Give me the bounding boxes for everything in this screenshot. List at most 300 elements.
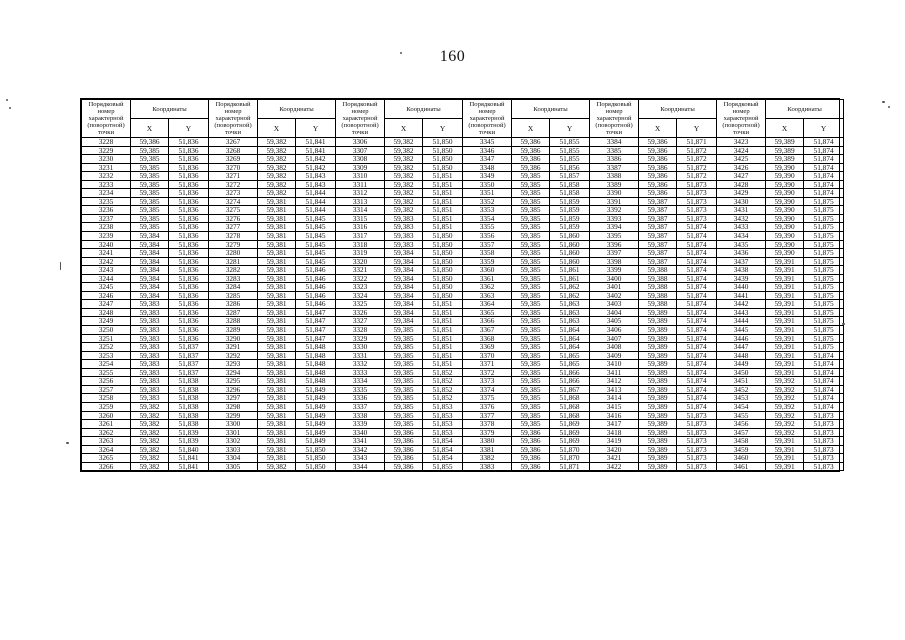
- x-cell: 59,381: [258, 197, 296, 206]
- table-row: [82, 360, 844, 369]
- x-cell: 59,388: [639, 291, 677, 300]
- point-number-cell: 3409: [590, 351, 639, 360]
- x-cell: 59,389: [766, 155, 804, 164]
- point-number-cell: 3261: [82, 420, 131, 429]
- header-coordinates: Координаты: [512, 100, 590, 119]
- point-number-cell: 3257: [82, 385, 131, 394]
- y-cell: 51,874: [677, 291, 717, 300]
- y-cell: 51,851: [423, 223, 463, 232]
- y-cell: 51,850: [423, 291, 463, 300]
- y-cell: 51,869: [550, 437, 590, 446]
- y-cell: 51,839: [169, 437, 209, 446]
- x-cell: 59,381: [258, 394, 296, 403]
- y-cell: 51,874: [677, 326, 717, 335]
- y-cell: 51,850: [423, 274, 463, 283]
- x-cell: 59,385: [512, 394, 550, 403]
- y-cell: 51,868: [550, 402, 590, 411]
- y-cell: 51,845: [296, 214, 336, 223]
- y-cell: 51,875: [804, 274, 844, 283]
- y-cell: 51,836: [169, 257, 209, 266]
- y-cell: 51,860: [550, 249, 590, 258]
- point-number-cell: 3291: [209, 343, 258, 352]
- y-cell: 51,841: [169, 454, 209, 463]
- point-number-cell: 3312: [336, 189, 385, 198]
- y-cell: 51,843: [296, 180, 336, 189]
- y-cell: 51,850: [423, 138, 463, 147]
- y-cell: 51,846: [296, 274, 336, 283]
- point-number-cell: 3365: [463, 308, 512, 317]
- point-number-cell: 3396: [590, 240, 639, 249]
- table-row: [82, 377, 844, 386]
- point-number-cell: 3459: [717, 445, 766, 454]
- table-row: [82, 343, 844, 352]
- y-cell: 51,838: [169, 385, 209, 394]
- x-cell: 59,390: [766, 206, 804, 215]
- y-cell: 51,874: [677, 317, 717, 326]
- point-number-cell: 3282: [209, 266, 258, 275]
- point-number-cell: 3349: [463, 172, 512, 181]
- point-number-cell: 3297: [209, 394, 258, 403]
- table-row: [82, 180, 844, 189]
- y-cell: 51,869: [550, 420, 590, 429]
- page-number: 160: [439, 48, 466, 65]
- point-number-cell: 3252: [82, 343, 131, 352]
- point-number-cell: 3413: [590, 385, 639, 394]
- y-cell: 51,836: [169, 163, 209, 172]
- x-cell: 59,392: [766, 428, 804, 437]
- y-cell: 51,874: [677, 223, 717, 232]
- header-point-number: Порядковый номер характерной (поворотной) точки: [717, 100, 766, 138]
- point-number-cell: 3334: [336, 377, 385, 386]
- x-cell: 59,391: [766, 334, 804, 343]
- x-cell: 59,386: [385, 428, 423, 437]
- table-row: [82, 223, 844, 232]
- x-cell: 59,382: [131, 420, 169, 429]
- y-cell: 51,874: [677, 343, 717, 352]
- y-cell: 51,874: [677, 351, 717, 360]
- x-cell: 59,389: [639, 445, 677, 454]
- y-cell: 51,875: [804, 343, 844, 352]
- y-cell: 51,846: [296, 266, 336, 275]
- y-cell: 51,849: [296, 420, 336, 429]
- point-number-cell: 3390: [590, 189, 639, 198]
- y-cell: 51,874: [677, 257, 717, 266]
- point-number-cell: 3357: [463, 240, 512, 249]
- point-number-cell: 3299: [209, 411, 258, 420]
- y-cell: 51,871: [677, 138, 717, 147]
- y-cell: 51,873: [804, 420, 844, 429]
- x-cell: 59,384: [131, 249, 169, 258]
- y-cell: 51,849: [296, 394, 336, 403]
- point-number-cell: 3405: [590, 317, 639, 326]
- point-number-cell: 3237: [82, 214, 131, 223]
- x-cell: 59,384: [131, 274, 169, 283]
- x-cell: 59,391: [766, 317, 804, 326]
- x-cell: 59,383: [385, 214, 423, 223]
- point-number-cell: 3410: [590, 360, 639, 369]
- point-number-cell: 3381: [463, 445, 512, 454]
- point-number-cell: 3369: [463, 343, 512, 352]
- header-coordinates: Координаты: [766, 100, 844, 119]
- x-cell: 59,381: [258, 445, 296, 454]
- point-number-cell: 3397: [590, 249, 639, 258]
- x-cell: 59,391: [766, 437, 804, 446]
- y-cell: 51,845: [296, 240, 336, 249]
- y-cell: 51,875: [804, 249, 844, 258]
- x-cell: 59,386: [639, 189, 677, 198]
- point-number-cell: 3317: [336, 232, 385, 241]
- point-number-cell: 3362: [463, 283, 512, 292]
- x-cell: 59,381: [258, 291, 296, 300]
- point-number-cell: 3329: [336, 334, 385, 343]
- point-number-cell: 3330: [336, 343, 385, 352]
- x-cell: 59,385: [385, 402, 423, 411]
- table-body: [82, 138, 844, 471]
- x-cell: 59,381: [258, 385, 296, 394]
- y-cell: 51,836: [169, 172, 209, 181]
- x-cell: 59,387: [639, 257, 677, 266]
- point-number-cell: 3414: [590, 394, 639, 403]
- x-cell: 59,391: [766, 283, 804, 292]
- y-cell: 51,855: [550, 155, 590, 164]
- x-cell: 59,390: [766, 172, 804, 181]
- y-cell: 51,836: [169, 308, 209, 317]
- point-number-cell: 3283: [209, 274, 258, 283]
- header-x: X: [766, 119, 804, 138]
- point-number-cell: 3354: [463, 214, 512, 223]
- point-number-cell: 3286: [209, 300, 258, 309]
- y-cell: 51,874: [804, 351, 844, 360]
- point-number-cell: 3352: [463, 197, 512, 206]
- point-number-cell: 3235: [82, 197, 131, 206]
- y-cell: 51,854: [423, 437, 463, 446]
- point-number-cell: 3308: [336, 155, 385, 164]
- point-number-cell: 3427: [717, 172, 766, 181]
- point-number-cell: 3245: [82, 283, 131, 292]
- y-cell: 51,845: [296, 223, 336, 232]
- x-cell: 59,391: [766, 445, 804, 454]
- coordinates-table-frame: [80, 98, 840, 472]
- point-number-cell: 3382: [463, 454, 512, 463]
- y-cell: 51,849: [296, 437, 336, 446]
- x-cell: 59,390: [766, 163, 804, 172]
- y-cell: 51,848: [296, 377, 336, 386]
- y-cell: 51,873: [677, 189, 717, 198]
- x-cell: 59,391: [766, 291, 804, 300]
- point-number-cell: 3338: [336, 411, 385, 420]
- point-number-cell: 3358: [463, 249, 512, 258]
- point-number-cell: 3452: [717, 385, 766, 394]
- x-cell: 59,382: [385, 138, 423, 147]
- x-cell: 59,386: [639, 138, 677, 147]
- point-number-cell: 3347: [463, 155, 512, 164]
- table-row: [82, 232, 844, 241]
- y-cell: 51,836: [169, 274, 209, 283]
- x-cell: 59,386: [385, 454, 423, 463]
- point-number-cell: 3296: [209, 385, 258, 394]
- x-cell: 59,382: [385, 206, 423, 215]
- point-number-cell: 3232: [82, 172, 131, 181]
- point-number-cell: 3326: [336, 308, 385, 317]
- y-cell: 51,851: [423, 308, 463, 317]
- y-cell: 51,847: [296, 326, 336, 335]
- y-cell: 51,855: [550, 138, 590, 147]
- y-cell: 51,851: [423, 197, 463, 206]
- x-cell: 59,385: [512, 240, 550, 249]
- y-cell: 51,873: [804, 437, 844, 446]
- x-cell: 59,387: [639, 232, 677, 241]
- point-number-cell: 3383: [463, 462, 512, 471]
- x-cell: 59,381: [258, 351, 296, 360]
- x-cell: 59,381: [258, 411, 296, 420]
- point-number-cell: 3310: [336, 172, 385, 181]
- x-cell: 59,385: [385, 360, 423, 369]
- x-cell: 59,385: [385, 385, 423, 394]
- y-cell: 51,873: [677, 428, 717, 437]
- point-number-cell: 3372: [463, 368, 512, 377]
- x-cell: 59,385: [131, 172, 169, 181]
- point-number-cell: 3311: [336, 180, 385, 189]
- point-number-cell: 3432: [717, 214, 766, 223]
- table-row: [82, 266, 844, 275]
- point-number-cell: 3255: [82, 368, 131, 377]
- x-cell: 59,382: [131, 437, 169, 446]
- point-number-cell: 3428: [717, 180, 766, 189]
- scan-speck: [60, 262, 61, 270]
- x-cell: 59,382: [131, 445, 169, 454]
- point-number-cell: 3280: [209, 249, 258, 258]
- x-cell: 59,391: [766, 274, 804, 283]
- point-number-cell: 3249: [82, 317, 131, 326]
- table-row: [82, 197, 844, 206]
- point-number-cell: 3418: [590, 428, 639, 437]
- header-coordinates: Координаты: [258, 100, 336, 119]
- point-number-cell: 3324: [336, 291, 385, 300]
- y-cell: 51,852: [423, 385, 463, 394]
- y-cell: 51,845: [296, 257, 336, 266]
- y-cell: 51,851: [423, 180, 463, 189]
- y-cell: 51,850: [423, 249, 463, 258]
- y-cell: 51,841: [296, 138, 336, 147]
- point-number-cell: 3391: [590, 197, 639, 206]
- point-number-cell: 3434: [717, 232, 766, 241]
- point-number-cell: 3419: [590, 437, 639, 446]
- x-cell: 59,388: [639, 300, 677, 309]
- x-cell: 59,385: [512, 214, 550, 223]
- y-cell: 51,848: [296, 343, 336, 352]
- y-cell: 51,865: [550, 360, 590, 369]
- x-cell: 59,385: [131, 189, 169, 198]
- y-cell: 51,867: [550, 385, 590, 394]
- x-cell: 59,386: [512, 454, 550, 463]
- point-number-cell: 3401: [590, 283, 639, 292]
- point-number-cell: 3350: [463, 180, 512, 189]
- x-cell: 59,382: [385, 146, 423, 155]
- x-cell: 59,383: [131, 360, 169, 369]
- y-cell: 51,836: [169, 206, 209, 215]
- y-cell: 51,843: [296, 172, 336, 181]
- point-number-cell: 3399: [590, 266, 639, 275]
- table-row: [82, 240, 844, 249]
- x-cell: 59,381: [258, 283, 296, 292]
- y-cell: 51,836: [169, 317, 209, 326]
- x-cell: 59,392: [766, 420, 804, 429]
- y-cell: 51,836: [169, 138, 209, 147]
- y-cell: 51,859: [550, 214, 590, 223]
- point-number-cell: 3259: [82, 402, 131, 411]
- y-cell: 51,860: [550, 240, 590, 249]
- point-number-cell: 3450: [717, 368, 766, 377]
- point-number-cell: 3319: [336, 249, 385, 258]
- x-cell: 59,385: [512, 249, 550, 258]
- y-cell: 51,836: [169, 249, 209, 258]
- y-cell: 51,848: [296, 360, 336, 369]
- y-cell: 51,874: [804, 155, 844, 164]
- y-cell: 51,875: [804, 291, 844, 300]
- point-number-cell: 3429: [717, 189, 766, 198]
- point-number-cell: 3274: [209, 197, 258, 206]
- x-cell: 59,392: [766, 377, 804, 386]
- point-number-cell: 3403: [590, 300, 639, 309]
- point-number-cell: 3456: [717, 420, 766, 429]
- x-cell: 59,384: [385, 283, 423, 292]
- y-cell: 51,851: [423, 300, 463, 309]
- point-number-cell: 3430: [717, 197, 766, 206]
- y-cell: 51,874: [804, 180, 844, 189]
- x-cell: 59,385: [512, 308, 550, 317]
- y-cell: 51,841: [296, 146, 336, 155]
- x-cell: 59,381: [258, 206, 296, 215]
- y-cell: 51,873: [804, 445, 844, 454]
- y-cell: 51,872: [677, 172, 717, 181]
- point-number-cell: 3248: [82, 308, 131, 317]
- table-row: [82, 214, 844, 223]
- y-cell: 51,874: [677, 385, 717, 394]
- y-cell: 51,836: [169, 240, 209, 249]
- y-cell: 51,850: [423, 257, 463, 266]
- point-number-cell: 3273: [209, 189, 258, 198]
- y-cell: 51,836: [169, 180, 209, 189]
- x-cell: 59,385: [512, 223, 550, 232]
- x-cell: 59,384: [131, 257, 169, 266]
- x-cell: 59,391: [766, 351, 804, 360]
- y-cell: 51,858: [550, 180, 590, 189]
- point-number-cell: 3340: [336, 428, 385, 437]
- point-number-cell: 3447: [717, 343, 766, 352]
- point-number-cell: 3293: [209, 360, 258, 369]
- y-cell: 51,871: [550, 462, 590, 471]
- point-number-cell: 3363: [463, 291, 512, 300]
- y-cell: 51,875: [804, 266, 844, 275]
- point-number-cell: 3301: [209, 428, 258, 437]
- x-cell: 59,385: [385, 343, 423, 352]
- y-cell: 51,875: [804, 334, 844, 343]
- table-row: [82, 317, 844, 326]
- y-cell: 51,861: [550, 266, 590, 275]
- x-cell: 59,382: [258, 180, 296, 189]
- point-number-cell: 3389: [590, 180, 639, 189]
- point-number-cell: 3387: [590, 163, 639, 172]
- x-cell: 59,392: [766, 385, 804, 394]
- point-number-cell: 3441: [717, 291, 766, 300]
- y-cell: 51,874: [804, 163, 844, 172]
- point-number-cell: 3322: [336, 274, 385, 283]
- scan-speck: [842, 323, 845, 325]
- x-cell: 59,389: [639, 420, 677, 429]
- y-cell: 51,844: [296, 197, 336, 206]
- y-cell: 51,874: [804, 138, 844, 147]
- point-number-cell: 3364: [463, 300, 512, 309]
- y-cell: 51,868: [550, 394, 590, 403]
- y-cell: 51,874: [677, 266, 717, 275]
- x-cell: 59,387: [639, 249, 677, 258]
- x-cell: 59,384: [131, 232, 169, 241]
- header-y: Y: [423, 119, 463, 138]
- x-cell: 59,383: [385, 240, 423, 249]
- point-number-cell: 3398: [590, 257, 639, 266]
- x-cell: 59,382: [258, 172, 296, 181]
- y-cell: 51,850: [423, 163, 463, 172]
- point-number-cell: 3265: [82, 454, 131, 463]
- x-cell: 59,385: [512, 300, 550, 309]
- y-cell: 51,844: [296, 206, 336, 215]
- x-cell: 59,381: [258, 300, 296, 309]
- header-x: X: [385, 119, 423, 138]
- header-y: Y: [550, 119, 590, 138]
- y-cell: 51,864: [550, 334, 590, 343]
- table-row: [82, 206, 844, 215]
- y-cell: 51,875: [804, 206, 844, 215]
- point-number-cell: 3288: [209, 317, 258, 326]
- y-cell: 51,850: [296, 462, 336, 471]
- y-cell: 51,873: [677, 420, 717, 429]
- point-number-cell: 3353: [463, 206, 512, 215]
- y-cell: 51,851: [423, 343, 463, 352]
- x-cell: 59,390: [766, 240, 804, 249]
- y-cell: 51,875: [804, 300, 844, 309]
- x-cell: 59,390: [766, 232, 804, 241]
- point-number-cell: 3336: [336, 394, 385, 403]
- x-cell: 59,385: [131, 206, 169, 215]
- x-cell: 59,386: [639, 180, 677, 189]
- point-number-cell: 3241: [82, 249, 131, 258]
- x-cell: 59,385: [131, 180, 169, 189]
- x-cell: 59,389: [766, 146, 804, 155]
- x-cell: 59,392: [766, 411, 804, 420]
- point-number-cell: 3231: [82, 163, 131, 172]
- point-number-cell: 3342: [336, 445, 385, 454]
- y-cell: 51,870: [550, 445, 590, 454]
- y-cell: 51,836: [169, 300, 209, 309]
- point-number-cell: 3272: [209, 180, 258, 189]
- y-cell: 51,863: [550, 308, 590, 317]
- point-number-cell: 3344: [336, 462, 385, 471]
- table-row: [82, 146, 844, 155]
- x-cell: 59,390: [766, 180, 804, 189]
- x-cell: 59,383: [131, 334, 169, 343]
- y-cell: 51,873: [677, 454, 717, 463]
- y-cell: 51,848: [296, 351, 336, 360]
- table-row: [82, 257, 844, 266]
- x-cell: 59,385: [385, 394, 423, 403]
- point-number-cell: 3453: [717, 394, 766, 403]
- point-number-cell: 3417: [590, 420, 639, 429]
- scan-speck: [882, 101, 885, 103]
- point-number-cell: 3385: [590, 146, 639, 155]
- x-cell: 59,385: [385, 334, 423, 343]
- y-cell: 51,858: [550, 189, 590, 198]
- y-cell: 51,854: [423, 445, 463, 454]
